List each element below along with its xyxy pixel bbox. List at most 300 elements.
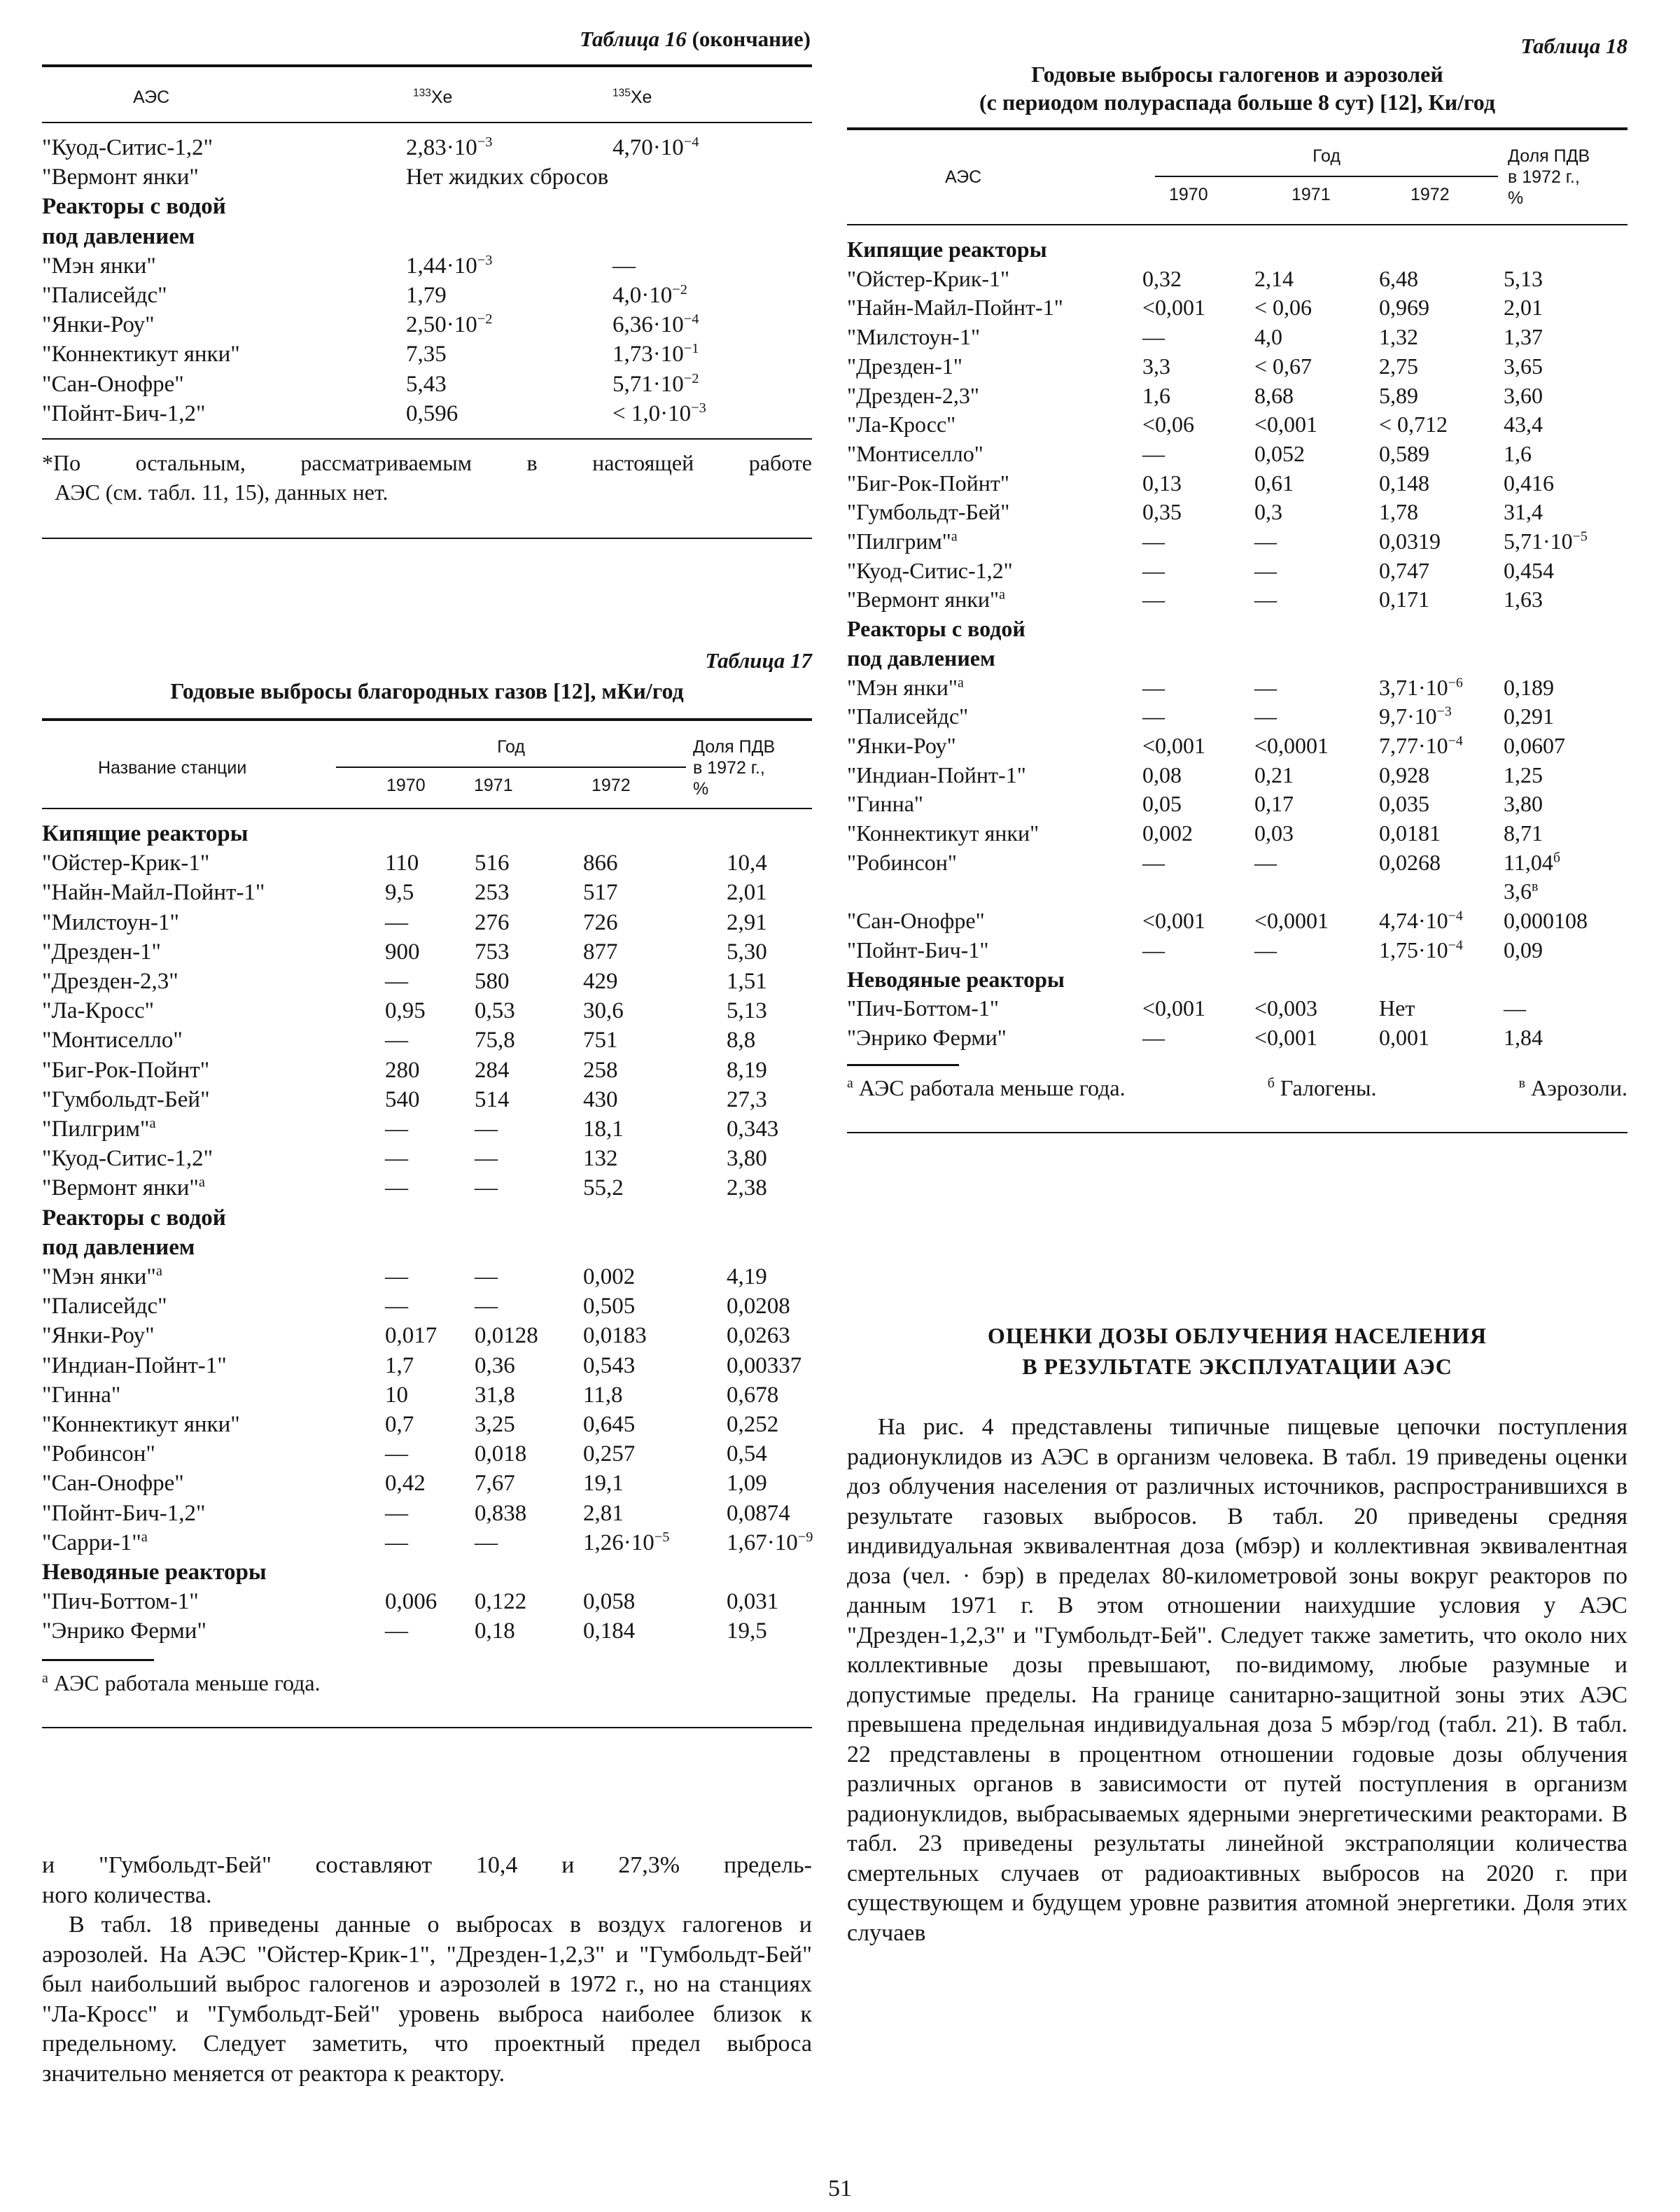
table16-body: [42, 133, 812, 428]
table17-col-share: Доля ПДВ в 1972 г., %: [693, 737, 776, 799]
value-1970: —: [385, 1028, 408, 1054]
group-row: [847, 235, 1628, 265]
value-1971: —: [475, 1530, 498, 1555]
value-1970: —: [385, 909, 408, 935]
value-1972: Нет: [1379, 995, 1415, 1021]
xe133-value: $2,50\cdot 10^{-2}$: [406, 312, 493, 338]
share-value: 0,0607: [1504, 732, 1565, 758]
table18-col-year: Год: [1155, 146, 1498, 176]
table-row: [42, 878, 812, 907]
value-1972: < 0,712: [1379, 412, 1448, 438]
value-1970: 0,42: [385, 1471, 426, 1497]
group-label: Реакторы с водой: [42, 194, 226, 220]
value-1971: 0,838: [475, 1500, 527, 1526]
table16-header-rule: [42, 122, 812, 123]
value-1971: 0,122: [475, 1589, 527, 1615]
share-value: $11,04^б$ $3,6^в$: [1504, 849, 1560, 904]
value-1970: —: [385, 1264, 408, 1290]
table-row: [42, 162, 812, 192]
share-value: 0,678: [727, 1382, 779, 1408]
group-label: Кипящие реакторы: [847, 237, 1047, 262]
group-row: [847, 644, 1628, 673]
value-1971: 0,61: [1254, 470, 1294, 496]
share-value: 0,291: [1504, 704, 1554, 729]
left-text-para2: В табл. 18 приведены данные о выбросах в воздух галогенов и аэрозолей. На АЭС "Ойстер-Крик-1", "Дрезден-1,2,3" и "Гумбольдт-Бей" был наибольший выброс галогенов и аэрозолей в 1972 г., но на станциях "Ла-Кросс" и "Гумбольдт-Бей" уровень выброса наиболее близок к предельному. Следует заметить, что проектный предел выброса значительно меняется от реактора к реактору.: [42, 1912, 812, 2087]
table17-footnote: $^а$ АЭС работала меньше года.: [42, 1670, 321, 1695]
table17-body: [42, 819, 812, 1646]
table-row: [847, 702, 1628, 732]
station-name: "Палисейдс": [847, 704, 969, 729]
value-1970: —: [385, 1530, 408, 1555]
value-1971: 7,67: [475, 1471, 515, 1497]
left-text-line1: и "Гумбольдт-Бей" составляют 10,4 и 27,3% предель-: [42, 1852, 812, 1878]
value-1972: 2,81: [583, 1500, 624, 1526]
station-name: "Гумбольдт-Бей": [42, 1086, 210, 1112]
table18-header-rule: [847, 224, 1628, 225]
value-1972: 0,058: [583, 1589, 636, 1615]
xe135-value: $4,70\cdot 10^{-4}$: [612, 134, 699, 160]
value-1972: 0,928: [1379, 762, 1429, 788]
share-value: 5,13: [1504, 265, 1543, 291]
table-row: [42, 1410, 812, 1439]
station-name: "Пич-Боттом-1": [42, 1589, 199, 1615]
table-row: [847, 382, 1628, 411]
station-name: "Милстоун-1": [42, 909, 179, 935]
table-row: [42, 937, 812, 967]
value-1970: 540: [385, 1086, 420, 1112]
xe133-value: $2,83\cdot 10^{-3}$: [406, 134, 493, 160]
section-paragraph: На рис. 4 представлены типичные пищевые цепочки поступления радионуклидов из АЭС в организм человека. В табл. 19 приведены оценки доз облучения населения от различных источников, распространившихся в результате газовых выбросов. В табл. 20 приведены средняя индивидуальная эквивалентная доза (мбэр) и коллективная эквивалентная доза (чел. · бэр) в пределах 80-километровой зоны вокруг реакторов по данным 1971 г. В этом отношении наихудшие условия у АЭС "Дрезден-1,2,3" и "Гумбольдт-Бей". Следует также заметить, что около них коллективные дозы превышают, по-видимому, любые разумные и допустимые пределы. На границе санитарно-защитной зоны этих АЭС превышена предельная индивидуальная доза 5 мбэр/год (табл. 21). В табл. 22 представлены в процентном отношении годовые дозы облучения различных органов в зависимости от путей поступления в организм радионуклидов, выбрасываемых ядерными энергетическими реакторами. В табл. 23 приведены результаты линейной экстраполяции количества смертельных случаев от радиоактивных выбросов на 2020 г. при существующем и будущем уровне развития атомной энергетики. Доля этих случаев: [847, 1414, 1628, 1946]
value-1971: —: [1254, 849, 1277, 875]
left-text-line2: ного количества.: [42, 1882, 212, 1908]
value-1970: <0,06: [1142, 412, 1195, 438]
value-1970: —: [1142, 324, 1165, 350]
table16-col-xe135: $^{135}$Xe: [612, 87, 652, 107]
value-1971: 0,53: [475, 998, 515, 1024]
value-1971: —: [475, 1116, 498, 1142]
value-1972: 132: [583, 1146, 618, 1172]
station-name: "Куод-Ситис-1,2": [42, 1146, 214, 1172]
value-1971: 0,018: [475, 1441, 527, 1467]
value-1972: 55,2: [583, 1175, 624, 1201]
value-1972: 0,002: [583, 1264, 636, 1290]
table16-header: [42, 87, 812, 108]
share-value: 2,38: [727, 1175, 767, 1201]
station-name: "Энрико Ферми": [42, 1618, 206, 1644]
section: [847, 1320, 1628, 1948]
table17-end-rule: [42, 1727, 812, 1728]
table-row: [42, 1292, 812, 1321]
station-name: "Сан-Онофре": [847, 908, 985, 934]
table-row: [847, 440, 1628, 469]
table-row: [42, 310, 812, 340]
value-1972: 430: [583, 1086, 618, 1112]
value-1971: 0,052: [1254, 440, 1305, 466]
station-name: "Энрико Ферми": [847, 1024, 1007, 1050]
value-1972: 1,78: [1379, 499, 1418, 525]
share-value: 5,30: [727, 939, 767, 965]
station-name: "Дрезден-1": [42, 939, 162, 965]
value-1970: <0,001: [1142, 732, 1206, 758]
share-value: 1,84: [1504, 1024, 1543, 1050]
station-name: "Ойстер-Крик-1": [42, 850, 210, 876]
group-label: под давлением: [847, 645, 995, 671]
value-1971: —: [1254, 704, 1277, 729]
table-row: [847, 936, 1628, 965]
table-row: [847, 556, 1628, 586]
value-1972: 6,48: [1379, 265, 1418, 291]
group-row: [42, 1233, 812, 1262]
table-row: [42, 1056, 812, 1085]
value-1970: 280: [385, 1057, 420, 1083]
value-1971: <0,001: [1254, 1024, 1318, 1050]
value-1972: 2,75: [1379, 353, 1418, 379]
value-1971: —: [1254, 674, 1277, 700]
value-1971: —: [1254, 587, 1277, 612]
share-value: 0,416: [1504, 470, 1554, 496]
value-1970: —: [1142, 557, 1165, 583]
table-row: [847, 352, 1628, 382]
station-name: "Гумбольдт-Бей": [847, 499, 1010, 525]
station-name: "Сан-Онофре": [42, 371, 184, 397]
value-1972: 726: [583, 909, 618, 935]
table-row: [42, 1469, 812, 1498]
group-row: [42, 819, 812, 848]
station-name: "Пилгрим"$^а$: [847, 528, 958, 554]
share-value: 0,031: [727, 1589, 779, 1615]
table-row: [42, 1173, 812, 1203]
share-value: 27,3: [727, 1086, 767, 1112]
table-row: [847, 848, 1628, 906]
table-row: [42, 967, 812, 996]
value-1971: 8,68: [1254, 382, 1294, 408]
value-1972: 429: [583, 969, 618, 995]
share-value: 0,0874: [727, 1500, 790, 1526]
share-value: 3,80: [727, 1146, 767, 1172]
xe133-value: 1,79: [406, 283, 447, 309]
station-name: "Дрезден-1": [847, 353, 962, 379]
value-1970: 0,017: [385, 1323, 438, 1349]
value-1971: —: [1254, 557, 1277, 583]
table-row: [847, 732, 1628, 761]
table-row: [42, 1321, 812, 1350]
table-row: [847, 673, 1628, 703]
share-value: 3,80: [1504, 791, 1543, 817]
table-row: [42, 1616, 812, 1646]
station-name: "Сарри-1"$^а$: [42, 1529, 148, 1555]
station-name: "Найн-Майл-Пойнт-1": [42, 880, 265, 906]
table-row: [42, 1587, 812, 1616]
table-row: [42, 1499, 812, 1528]
value-1972: 0,0319: [1379, 528, 1441, 554]
table16-caption: Таблица 16 (окончание): [580, 27, 811, 51]
value-1970: 0,35: [1142, 499, 1182, 525]
table18-year-1970: 1970: [1169, 184, 1208, 204]
value-1972: $3,71\cdot 10^{-6}$: [1379, 674, 1463, 700]
share-value: 3,65: [1504, 353, 1543, 379]
table18-year-1971: 1971: [1292, 184, 1331, 204]
table18-col-share: Доля ПДВ в 1972 г., %: [1508, 146, 1590, 208]
station-name: "Пич-Боттом-1": [847, 995, 999, 1021]
table17-header-rule: [42, 808, 812, 809]
value-1970: —: [385, 1294, 408, 1320]
value-1970: —: [385, 969, 408, 995]
value-1971: <0,0001: [1254, 908, 1329, 934]
share-value: 1,6: [1504, 440, 1532, 466]
station-name: "Пойнт-Бич-1,2": [42, 1500, 206, 1526]
table17-col-station: Название станции: [98, 758, 247, 778]
table17-year-1971: 1971: [474, 775, 513, 795]
value-1970: —: [385, 1441, 408, 1467]
share-value: 19,5: [727, 1618, 767, 1644]
station-name: "Куод-Ситис-1,2": [847, 557, 1013, 583]
value-1971: <0,0001: [1254, 732, 1329, 758]
value-1971: < 0,06: [1254, 295, 1312, 321]
group-row: [42, 1203, 812, 1233]
table18-col-station: АЭС: [945, 167, 982, 187]
xe135-value: $4,0\cdot 10^{-2}$: [612, 282, 687, 309]
share-value: 1,37: [1504, 324, 1543, 350]
value-1972: 0,148: [1379, 470, 1429, 496]
station-name: "Биг-Рок-Пойнт": [847, 470, 1009, 496]
share-value: 10,4: [727, 850, 767, 876]
value-1972: 0,969: [1379, 295, 1429, 321]
station-name: "Палисейдс": [42, 283, 167, 309]
share-value: 0,09: [1504, 937, 1543, 962]
value-1971: 0,03: [1254, 820, 1294, 846]
value-1971: 0,17: [1254, 791, 1294, 817]
table-row: [847, 819, 1628, 848]
xe135-value: $5,71\cdot 10^{-2}$: [612, 370, 699, 397]
station-name: "Монтиселло": [847, 440, 983, 466]
station-name: "Сан-Онофре": [42, 1471, 184, 1497]
value-1970: 0,95: [385, 998, 426, 1024]
value-1970: 0,002: [1142, 820, 1193, 846]
table16-end-rule: [42, 538, 812, 539]
value-1970: 9,5: [385, 880, 414, 906]
share-value: $1,67\cdot 10^{-9}$: [727, 1529, 813, 1555]
value-1972: 0,184: [583, 1618, 636, 1644]
table-row: [42, 996, 812, 1026]
table16-footnote: *По остальным, рассматриваемым в настоящей работе АЭС (см. табл. 11, 15), данных нет.: [42, 450, 812, 505]
value-1972: 751: [583, 1028, 618, 1054]
value-1972: 0,0181: [1379, 820, 1441, 846]
value-1971: < 0,67: [1254, 353, 1312, 379]
value-1972: 1,32: [1379, 324, 1418, 350]
value-1971: 0,21: [1254, 762, 1294, 788]
table-row: [847, 585, 1628, 615]
share-value: 0,252: [727, 1412, 779, 1438]
station-name: "Куод-Ситис-1,2": [42, 135, 214, 160]
table17-col-year: Год: [336, 736, 686, 767]
value-1971: 0,0128: [475, 1323, 538, 1349]
share-value: 43,4: [1504, 412, 1543, 438]
value-1970: —: [1142, 587, 1165, 612]
value-1970: <0,001: [1142, 908, 1206, 934]
station-name: "Гинна": [847, 791, 923, 817]
value-1971: 253: [475, 880, 510, 906]
value-1971: 516: [475, 850, 510, 876]
table-row: [42, 908, 812, 937]
value-1972: 0,001: [1379, 1024, 1429, 1050]
value-1971: —: [1254, 937, 1277, 962]
station-name: "Биг-Рок-Пойнт": [42, 1057, 210, 1083]
value-1972: 30,6: [583, 998, 624, 1024]
value-1971: 514: [475, 1086, 510, 1112]
value-1970: <0,001: [1142, 995, 1206, 1021]
table18-caption: Таблица 18: [1520, 34, 1628, 58]
value-1971: —: [475, 1146, 498, 1172]
station-name: "Вермонт янки": [42, 164, 199, 190]
station-name: "Дрезден-2,3": [847, 382, 979, 408]
table-row: [42, 1439, 812, 1469]
table-row: [42, 1380, 812, 1410]
table-row: [42, 340, 812, 369]
table17-year-1972: 1972: [592, 775, 631, 795]
station-name: "Индиан-Пойнт-1": [847, 762, 1026, 788]
table-row: [847, 761, 1628, 790]
share-value: 2,91: [727, 909, 767, 935]
station-name: "Найн-Майл-Пойнт-1": [847, 295, 1063, 321]
value-1970: —: [1142, 937, 1165, 962]
table-row: [42, 1351, 812, 1380]
value-1972: 0,171: [1379, 587, 1429, 612]
value-1972: 866: [583, 850, 618, 876]
share-value: 8,19: [727, 1057, 767, 1083]
value-1970: 0,32: [1142, 265, 1182, 291]
value-1972: 0,543: [583, 1352, 636, 1378]
value-1970: 900: [385, 939, 420, 965]
table-row: [847, 410, 1628, 440]
value-1970: 0,006: [385, 1589, 438, 1615]
value-1971: 580: [475, 969, 510, 995]
value-1972: 19,1: [583, 1471, 624, 1497]
value-1972: $1,75\cdot 10^{-4}$: [1379, 937, 1463, 962]
xe133-value: 0,596: [406, 400, 458, 426]
table18-footnote-rule: [847, 1064, 959, 1066]
table-row: [42, 281, 812, 310]
xe133-value: 7,35: [406, 342, 447, 368]
share-value: 0,454: [1504, 557, 1554, 583]
station-name: "Янки-Роу": [847, 732, 956, 758]
station-name: "Ла-Кросс": [847, 412, 956, 438]
group-label: Реакторы с водой: [847, 616, 1026, 642]
station-name: "Мэн янки": [42, 253, 156, 279]
group-label: под давлением: [42, 223, 195, 249]
table-row: [847, 293, 1628, 323]
value-1972: $1,26\cdot 10^{-5}$: [583, 1529, 670, 1555]
xe135-value: $6,36\cdot 10^{-4}$: [612, 312, 699, 338]
share-value: 2,01: [727, 880, 767, 906]
value-1970: <0,001: [1142, 295, 1206, 321]
table-row: [42, 1262, 812, 1292]
value-1970: —: [385, 1146, 408, 1172]
share-value: 3,60: [1504, 382, 1543, 408]
table16-col-xe133: $^{133}$Xe: [413, 87, 453, 107]
group-label: Реакторы с водой: [42, 1205, 226, 1231]
value-1971: —: [475, 1175, 498, 1201]
value-1971: —: [475, 1294, 498, 1320]
value-1971: 4,0: [1254, 324, 1282, 350]
station-name: "Палисейдс": [42, 1294, 167, 1320]
table-row: [847, 527, 1628, 556]
table16: [42, 27, 812, 539]
table17-caption: Таблица 17: [705, 648, 812, 673]
share-value: 4,19: [727, 1264, 767, 1290]
value-1970: —: [385, 1500, 408, 1526]
station-name: "Коннектикут янки": [42, 1412, 240, 1438]
station-name: "Ойстер-Крик-1": [847, 265, 1010, 291]
table-row: [42, 370, 812, 399]
table-row: [42, 251, 812, 281]
station-name: "Пилгрим"$^а$: [42, 1116, 156, 1142]
table17-title: Годовые выбросы благородных газов [12], мКи/год: [170, 678, 684, 704]
station-name: "Мэн янки"$^а$: [42, 1264, 162, 1290]
group-label: под давлением: [42, 1234, 195, 1260]
value-1971: 0,36: [475, 1352, 515, 1378]
table-row: [847, 265, 1628, 294]
share-value: 1,63: [1504, 587, 1543, 612]
share-value: 0,00337: [727, 1352, 802, 1378]
value-1971: 2,14: [1254, 265, 1294, 291]
table18: [847, 34, 1628, 1133]
left-body-text: [42, 1851, 812, 2089]
value-1971: 31,8: [475, 1382, 515, 1408]
value-1970: 110: [385, 850, 419, 876]
group-row: [42, 1558, 812, 1587]
station-name: "Мэн янки"$^а$: [847, 674, 964, 700]
group-row: [42, 222, 812, 251]
group-row: [847, 615, 1628, 644]
value-1970: 1,6: [1142, 382, 1170, 408]
table-row: [847, 323, 1628, 352]
value-1972: 258: [583, 1057, 618, 1083]
station-name: "Монтиселло": [42, 1028, 183, 1054]
station-name: "Дрезден-2,3": [42, 969, 178, 995]
share-value: 1,51: [727, 969, 767, 995]
value-1970: —: [1142, 528, 1165, 554]
table-row: [847, 994, 1628, 1023]
table16-col-station: АЭС: [133, 88, 170, 107]
value-1970: —: [1142, 1024, 1165, 1050]
table18-end-rule: [847, 1132, 1628, 1133]
value-1972: 0,505: [583, 1294, 636, 1320]
share-value: 8,8: [727, 1028, 756, 1054]
value-1971: 3,25: [475, 1412, 515, 1438]
value-1970: 0,05: [1142, 791, 1182, 817]
table17-year-1970: 1970: [386, 775, 426, 795]
row-note: Нет жидких сбросов: [406, 164, 609, 190]
value-1971: 0,18: [475, 1618, 515, 1644]
table17: [42, 648, 812, 1728]
table-row: [847, 906, 1628, 936]
station-name: "Ла-Кросс": [42, 998, 155, 1024]
table18-top-rule: [847, 127, 1628, 130]
value-1971: 753: [475, 939, 510, 965]
station-name: "Коннектикут янки": [847, 820, 1040, 846]
value-1972: 877: [583, 939, 618, 965]
value-1972: 0,747: [1379, 557, 1429, 583]
share-value: 0,54: [727, 1441, 767, 1467]
table-row: [42, 1026, 812, 1055]
group-label: Неводяные реакторы: [42, 1560, 267, 1586]
value-1972: 0,035: [1379, 791, 1429, 817]
value-1970: —: [385, 1618, 408, 1644]
table18-year-1972: 1972: [1410, 184, 1450, 204]
value-1972: 18,1: [583, 1116, 624, 1142]
table17-top-rule: [42, 718, 812, 721]
share-value: $5,71\cdot 10^{-5}$: [1504, 528, 1588, 554]
